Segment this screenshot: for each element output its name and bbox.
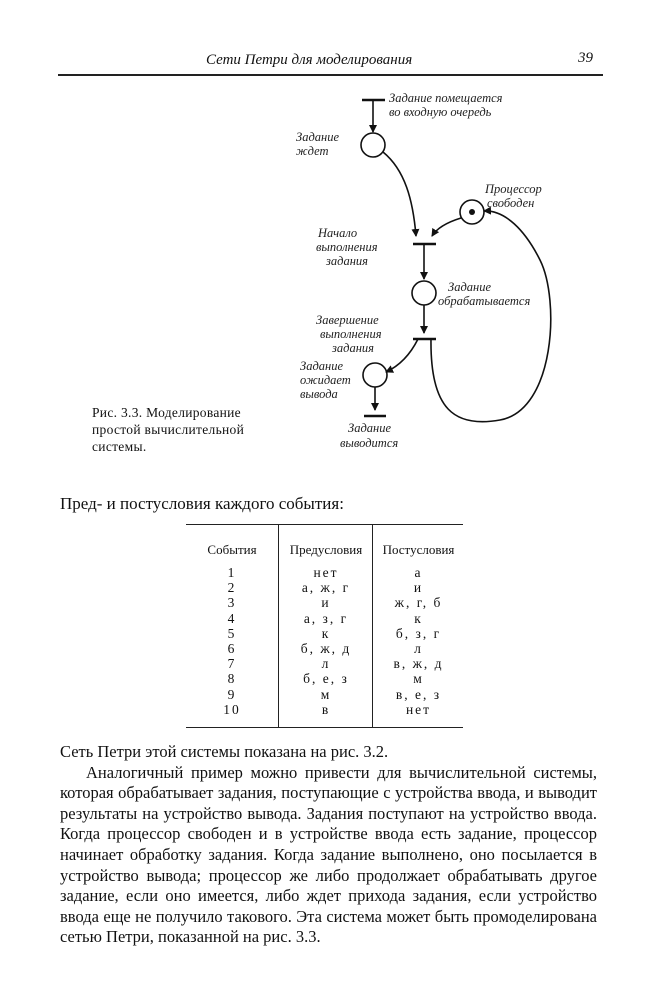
table-cell: 8	[227, 671, 237, 687]
header-title: Сети Петри для моделирования	[206, 52, 413, 68]
table-cell: нет	[313, 565, 339, 580]
label-job-waits-1: Задание	[296, 130, 340, 144]
table-cell: в	[321, 701, 331, 717]
token	[469, 209, 475, 215]
table-cell: л	[321, 656, 331, 672]
table-cell: 3	[227, 595, 237, 611]
column-header: События	[207, 542, 257, 557]
table-cell: м	[413, 671, 424, 687]
table-cell: и	[321, 595, 331, 611]
table-cell: б, з, г	[395, 625, 442, 641]
label-finish-1: Завершение	[316, 313, 379, 327]
arc-finish-to-cpu	[431, 211, 551, 422]
table-cell: в, ж, д	[393, 656, 444, 672]
table-cell: л	[414, 640, 423, 656]
column-header: Постусловия	[382, 542, 455, 557]
table-cell: 2	[227, 580, 237, 596]
table-cell: 4	[227, 610, 237, 626]
label-finish-2: выполнения	[320, 327, 382, 341]
label-start-2: выполнения	[316, 240, 378, 254]
place-job-processing	[412, 281, 436, 305]
label-awaits-output-2: ожидает	[300, 373, 351, 387]
table-cell: 5	[227, 625, 237, 641]
column-preconditions	[278, 525, 373, 727]
table-cell: 7	[227, 656, 237, 672]
label-awaits-output-3: вывода	[300, 387, 338, 401]
arc-finish-to-output-wait	[386, 339, 418, 372]
conditions-table	[186, 524, 463, 728]
paragraph: Сеть Петри этой системы показана на рис. 3.2.	[60, 742, 389, 761]
label-cpu-free-1: Процессор	[485, 182, 542, 196]
table-cell: а	[414, 565, 423, 580]
table-lead-text: Пред- и постусловия каждого события:	[60, 494, 344, 513]
table-cell: а, ж, г	[301, 580, 351, 596]
label-output-1: Задание	[348, 421, 392, 435]
label-finish-3: задания	[332, 341, 374, 355]
table-cell: 9	[227, 686, 237, 702]
table-cell: к	[321, 625, 331, 641]
table-cell: б, ж, д	[300, 640, 352, 656]
table-cell: 10	[223, 701, 241, 717]
table-cell: к	[414, 610, 423, 626]
label-start-3: задания	[326, 254, 368, 268]
label-processing-2: обрабатывается	[438, 294, 531, 308]
table-cell: м	[320, 686, 332, 702]
table-cell: б, е, з	[303, 671, 349, 687]
place-job-waits	[361, 133, 385, 157]
label-job-arrives-1: Задание помещается	[389, 91, 503, 105]
table-cell: а, з, г	[303, 610, 349, 626]
petri-net-diagram	[0, 0, 653, 470]
column-events	[186, 525, 278, 727]
label-start-1: Начало	[318, 226, 358, 240]
label-job-arrives-2: во входную очередь	[389, 105, 492, 119]
table-cell: нет	[405, 701, 432, 717]
body-text	[60, 742, 597, 948]
table-cell: и	[413, 580, 424, 596]
column-postconditions	[372, 525, 464, 727]
place-awaits-output	[363, 363, 387, 387]
label-job-waits-2: ждет	[296, 144, 329, 158]
paragraph: Аналогичный пример можно привести для вычислительной системы, которая обрабатывает задания, поступающие с устройства ввода, и выводит результаты на устройство вывода. Задания поступают на устройство ввода. Когда процессор свободен и в устройстве ввода есть задание, процессор начинает обработку задания. Когда задание выполнено, оно посылается в устройство вывода; процессор же либо продолжает обрабатывать другое задание, если оно имеется, либо ждет прихода задания, если устройство ввода еще не получило такового. Эта система может быть промоделирована сетью Петри, показанной на рис. 3.3.	[60, 762, 597, 947]
table-cell: в, е, з	[395, 686, 442, 702]
arc-cpu-to-start	[432, 218, 461, 236]
label-processing-1: Задание	[448, 280, 492, 294]
table-cell: 6	[227, 640, 237, 656]
label-output-2: выводится	[340, 436, 399, 450]
label-awaits-output-1: Задание	[300, 359, 344, 373]
arc-wait-to-start	[383, 152, 416, 236]
label-cpu-free-2: свободен	[487, 196, 535, 210]
table-cell: ж, г, б	[394, 595, 443, 611]
page-number: 39	[578, 50, 593, 66]
table-cell: 1	[227, 565, 237, 580]
column-header: Предусловия	[289, 542, 363, 557]
figure-caption: Рис. 3.3. Моделирование простой вычислительной системы.	[92, 405, 245, 454]
